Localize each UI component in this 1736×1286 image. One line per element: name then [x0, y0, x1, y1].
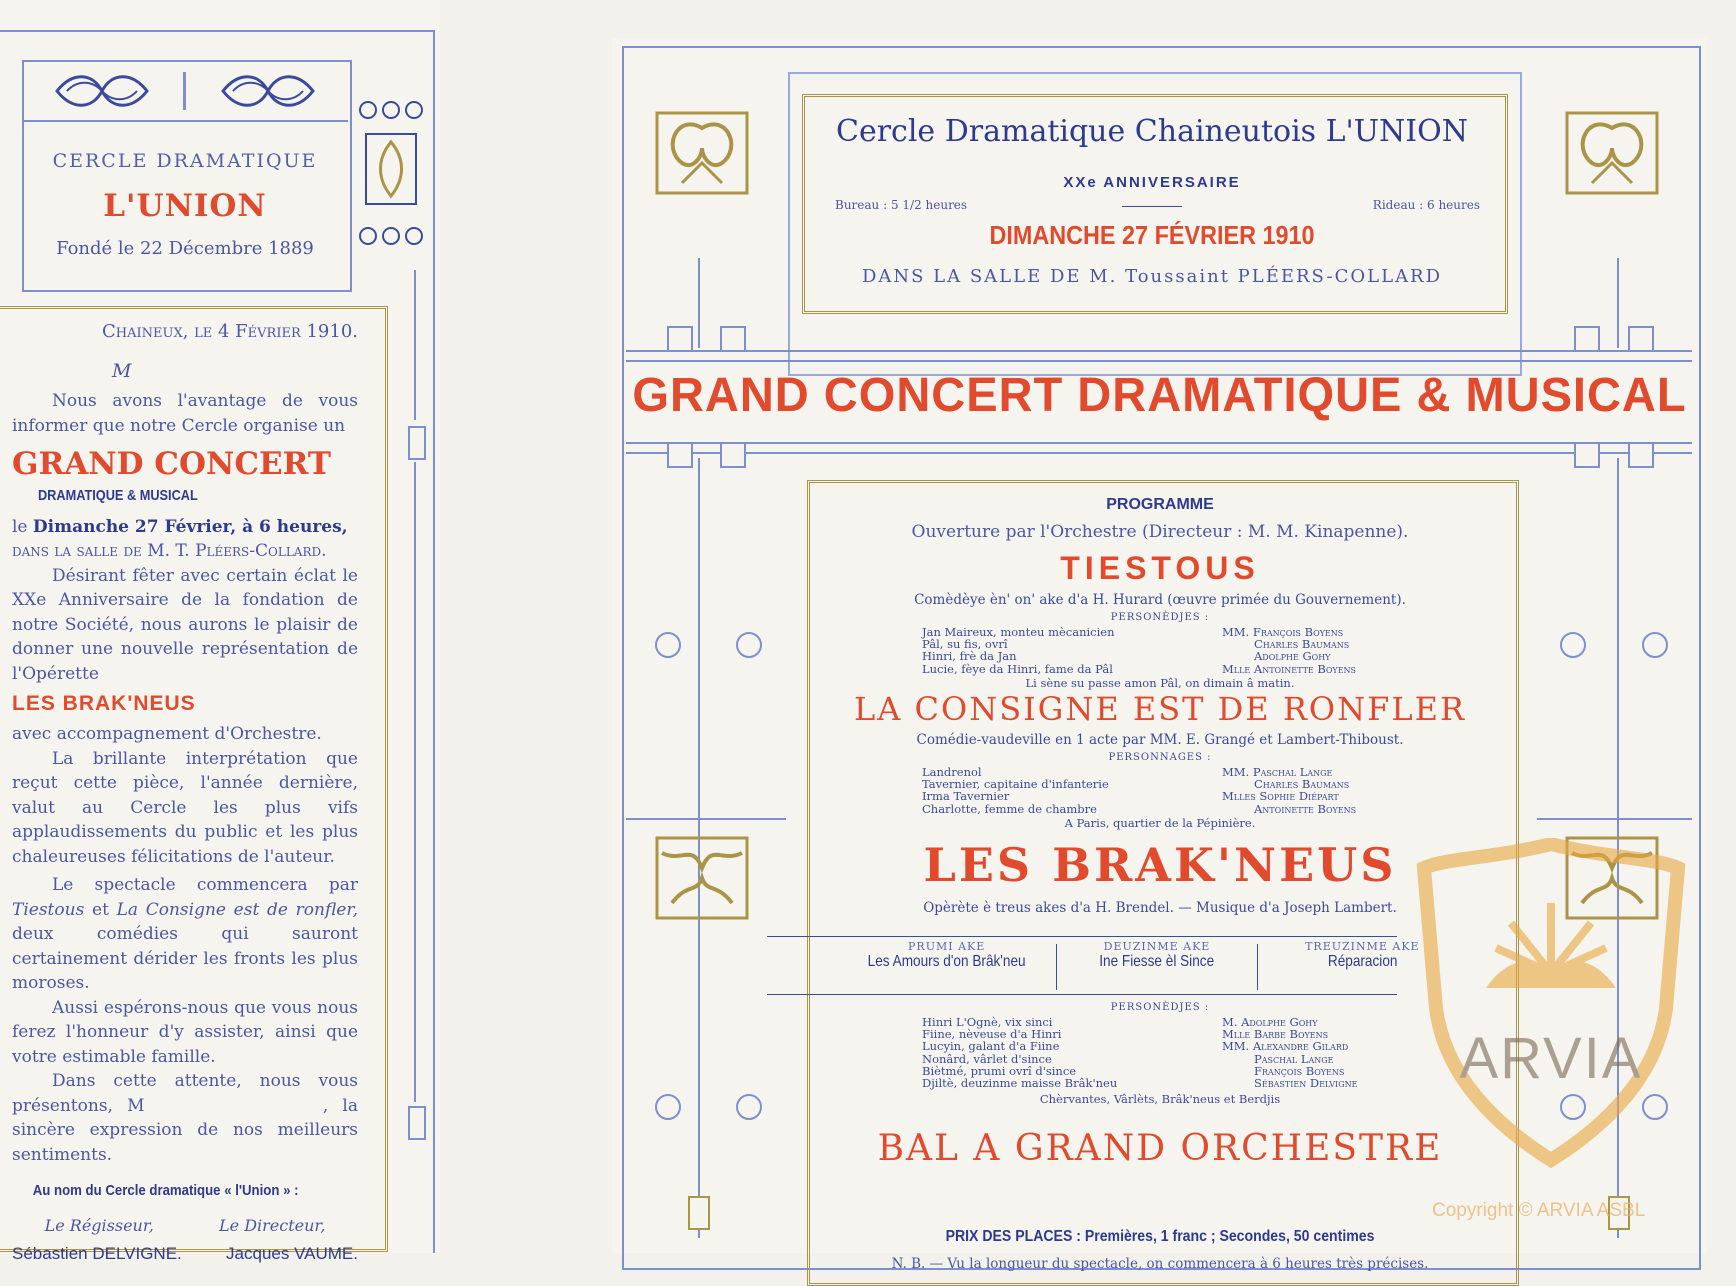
letter-salutation: M [112, 359, 132, 382]
play2-note: A Paris, quartier de la Pépinière. [1064, 816, 1256, 830]
acts-row [847, 940, 1457, 990]
column-bead-icon [1628, 326, 1654, 352]
letter-role-regisseur: Le Régisseur, [44, 1215, 154, 1235]
play3-role: Lucyin, galant d'a Fiine [922, 1039, 1060, 1054]
left-frame-right-border [433, 30, 435, 1253]
play3-role: Hinri L'Ognè, vix sinci [922, 1015, 1053, 1029]
art-nouveau-ornament-icon [652, 833, 752, 923]
header-rideau: Rideau : 6 heures [1372, 198, 1480, 212]
rail-bead-icon [408, 426, 426, 460]
letter-p5-title1: Tiestous [12, 899, 85, 920]
play3-actor: François Boyens [1254, 1063, 1345, 1078]
left-header-line1: CERCLE DRAMATIQUE [52, 150, 318, 172]
play3-cast-label: PERSONÈDJES : [1110, 1002, 1210, 1013]
play3-note: Chèrvantes, Vârlèts, Brâk'neus et Berdjis [1039, 1092, 1281, 1106]
play1-note: Li sène su passe amon Pâl, on dimain â matin. [1025, 676, 1295, 690]
play2-actor: Mlles Sophie Diépart [1222, 789, 1339, 804]
play2-cast [922, 766, 1442, 815]
arvia-shield-logo-icon [1416, 838, 1686, 1168]
letter-dramatique-musical: DRAMATIQUE & MUSICAL [37, 487, 198, 504]
programme-heading: PROGRAMME [1106, 496, 1214, 513]
play3-actor: Paschal Lange [1254, 1051, 1334, 1066]
letter-p7-b: , la sincère expression de nos meilleurs sentiments. [12, 1095, 358, 1165]
letter-when-date: Dimanche 27 Février, à 6 heures, [32, 516, 348, 537]
play1-title: TIESTOUS [1060, 550, 1260, 586]
programme-overture: Ouverture par l'Orchestre (Directeur : M. M. Kinapenne). [911, 522, 1409, 542]
act-2-label: DEUZINME AKE [1103, 940, 1211, 953]
column-medallion-icon [1642, 632, 1668, 658]
bal-title: BAL A GRAND ORCHESTRE [877, 1128, 1443, 1169]
rail-bead-icon [408, 1106, 426, 1140]
header-box [802, 94, 1502, 312]
column-bead-icon [1574, 442, 1600, 468]
act-1 [847, 940, 1046, 990]
prix-des-places: PRIX DES PLACES : Premières, 1 franc ; Secondes, 50 centimes [945, 1228, 1375, 1245]
column-medallion-icon [655, 1094, 681, 1120]
knot-ornament-icon [52, 70, 152, 112]
play2-cast-label: PERSONNAGES : [1108, 752, 1212, 763]
act-separator [1257, 944, 1258, 990]
programme-nb: N. B. — Vu la longueur du spectacle, on commencera à 6 heures très précises. [891, 1256, 1429, 1272]
play3-title: LES BRAK'NEUS [923, 838, 1397, 892]
play1-role: Jan Maireux, monteu mècanicien [922, 625, 1115, 639]
letter-p6: Aussi espérons-nous que vous nous ferez l'honneur d'y assister, ainsi que votre estimable famille. [12, 997, 358, 1067]
banner-line-top2 [626, 360, 1692, 362]
act-2 [1067, 940, 1246, 990]
banner-line-bottom [626, 442, 1692, 444]
header-divider [1122, 206, 1182, 207]
column-bead-icon [720, 442, 746, 468]
play1-role: Pâl, su fis, ovrî [922, 637, 1008, 652]
play1-actor: Charles Baumans [1254, 637, 1350, 652]
play1-cast [922, 626, 1442, 675]
play2-actor: Charles Baumans [1254, 777, 1350, 792]
letter-role-directeur: Le Directeur, [219, 1215, 326, 1235]
letter-p3: avec accompagnement d'Orchestre. [12, 724, 322, 744]
play3-actor: MM. Alexandre Gilard [1222, 1039, 1349, 1054]
letter-roles [12, 1214, 358, 1239]
header-anniversary: XXe ANNIVERSAIRE [1063, 174, 1241, 191]
letter-signoff: Au nom du Cercle dramatique « l'Union » : [32, 1182, 299, 1199]
column-bead-icon [667, 442, 693, 468]
play2-role: Landrenol [922, 765, 982, 779]
banner-line-bottom2 [626, 452, 1692, 454]
play1-cast-label: PERSONÈDJES : [1110, 612, 1210, 623]
play2-role: Charlotte, femme de chambre [922, 801, 1097, 816]
play3-actor: Sébastien Delvigne [1254, 1076, 1358, 1091]
play3-actor: Mlle Barbe Boyens [1222, 1027, 1329, 1042]
knot-ornament-icon [218, 70, 318, 112]
act-3-title: Réparacion [1327, 953, 1398, 970]
play3-role: Nonârd, vârlet d'since [922, 1051, 1052, 1066]
play1-role: Lucie, fèye da Hinri, fame da Pâl [922, 661, 1113, 676]
column-medallion-icon [736, 1094, 762, 1120]
watermark-brand: ARVIA [1459, 1026, 1643, 1091]
left-header-divider [22, 120, 348, 122]
left-header-line3: Fondé le 22 Décembre 1889 [56, 238, 314, 259]
letter-operette: LES BRAK'NEUS [12, 692, 196, 715]
play3-actor: M. Adolphe Gohy [1222, 1015, 1318, 1029]
banner-title: GRAND CONCERT DRAMATIQUE & MUSICAL [632, 369, 1687, 422]
letter-dateline: Chaineux, le 4 Février 1910. [102, 321, 358, 342]
column-medallion-icon [655, 632, 681, 658]
letter-when [12, 515, 358, 540]
play1-actor: Mlle Antoinette Boyens [1222, 661, 1357, 676]
letter-p5-and: et [92, 899, 109, 920]
letter-body [12, 320, 358, 1267]
play1-actor: Adolphe Gohy [1254, 649, 1331, 664]
play3-role: Djiltè, deuzinme maisse Brâk'neu [922, 1076, 1118, 1091]
letter-p5 [12, 873, 358, 996]
column-medallion-icon [1560, 632, 1586, 658]
play2-subtitle: Comédie-vaudeville en 1 acte par MM. E. Grangé et Lambert-Thiboust. [916, 732, 1404, 748]
left-header [22, 60, 348, 290]
header-venue: DANS LA SALLE DE M. Toussaint PLÉERS-COLLARD [861, 266, 1443, 287]
banner-line-top [626, 350, 1692, 352]
left-sheet [0, 0, 440, 1263]
copyright-text: Copyright © ARVIA ASBL [1432, 1200, 1646, 1221]
play3-cast [922, 1016, 1442, 1089]
column-bead-icon [720, 326, 746, 352]
letter-p5-title2: La Consigne est de ronfler, [116, 899, 359, 920]
letter-p7-a: Dans cette attente, nous vous présentons, M [12, 1071, 358, 1116]
column-bead-icon [1574, 326, 1600, 352]
left-header-line2: L'UNION [103, 188, 267, 224]
art-nouveau-ornament-icon [1562, 108, 1662, 198]
letter-p7 [12, 1069, 358, 1167]
letter-p4: La brillante interprétation que reçut cette pièce, l'année dernière, valut au Cercle les plus vifs applaudissements du public et les plus chaleureuses félicitations de l'auteur. [12, 748, 358, 867]
letter-p1: Nous avons l'avantage de vous informer que notre Cercle organise un [12, 391, 358, 436]
letter-p2: Désirant fêter avec certain éclat le XXe Anniversaire de la fondation de notre Société, nous aurons le plaisir de donner une nouvelle représentation de l'Opérette [12, 565, 358, 684]
letter-signatures [12, 1242, 358, 1267]
play1-actor: MM. François Boyens [1222, 625, 1344, 639]
header-bureau: Bureau : 5 1/2 heures [835, 198, 968, 212]
play3-subtitle: Opèrète è treus akes d'a H. Brendel. — Musique d'a Joseph Lambert. [923, 900, 1397, 916]
act-1-label: PRUMI AKE [908, 940, 986, 953]
programme-box [807, 480, 1519, 1280]
knot-separator [183, 72, 186, 110]
acts-bottom-rule [767, 994, 1397, 995]
letter-when-prefix: le [12, 516, 28, 537]
right-column-line [1617, 258, 1619, 348]
play1-role: Hinri, frè da Jan [922, 649, 1017, 664]
act-separator [1056, 944, 1057, 990]
column-bead-icon [1628, 442, 1654, 468]
column-foot-icon [688, 1196, 710, 1230]
play3-role: Fiine, nèveuse d'a Hinri [922, 1027, 1062, 1042]
play1-subtitle: Comèdèye èn' on' ake d'a H. Hurard (œuvre primée du Gouvernement). [914, 592, 1406, 608]
play2-actor: Antoinette Boyens [1254, 801, 1357, 816]
rail-line [414, 270, 416, 420]
column-bead-icon [667, 326, 693, 352]
letter-grand-concert: GRAND CONCERT [12, 446, 331, 482]
letter-p5-a: Le spectacle commencera par [52, 875, 358, 895]
play2-role: Tavernier, capitaine d'infanterie [922, 777, 1109, 792]
header-title: Cercle Dramatique Chaineutois L'UNION [835, 114, 1468, 149]
play2-title: LA CONSIGNE EST DE RONFLER [853, 690, 1467, 728]
play3-role: Biètmé, prumi ovrî d'since [922, 1063, 1077, 1078]
right-column-crossbar [1537, 818, 1692, 820]
act-3-label: TREUZINME AKE [1305, 940, 1420, 953]
letter-where: dans la salle de M. T. Pléers-Collard. [12, 541, 327, 561]
header-date: DIMANCHE 27 FÉVRIER 1910 [989, 220, 1315, 250]
left-frame-top-border [0, 30, 435, 32]
left-column-line [698, 258, 700, 348]
left-column-crossbar [626, 818, 786, 820]
play2-actor: MM. Paschal Lange [1222, 765, 1333, 779]
play2-role: Irma Tavernier [922, 789, 1010, 804]
act-1-title: Les Amours d'on Brâk'neu [867, 953, 1026, 970]
letter-panel [0, 306, 390, 1263]
rail-line [414, 462, 416, 1102]
letter-name-directeur: Jacques VAUME. [226, 1244, 358, 1263]
act-2-title: Ine Fiesse èl Since [1099, 953, 1215, 970]
letter-name-regisseur: Sébastien DELVIGNE. [12, 1244, 182, 1263]
column-medallion-icon [736, 632, 762, 658]
acts-top-rule [767, 936, 1397, 937]
art-nouveau-ornament-icon [652, 108, 752, 198]
side-ornament-icon [356, 100, 426, 250]
letter-p5-b: deux comédies qui sauront certainement dérider les fronts les plus moroses. [12, 924, 358, 993]
